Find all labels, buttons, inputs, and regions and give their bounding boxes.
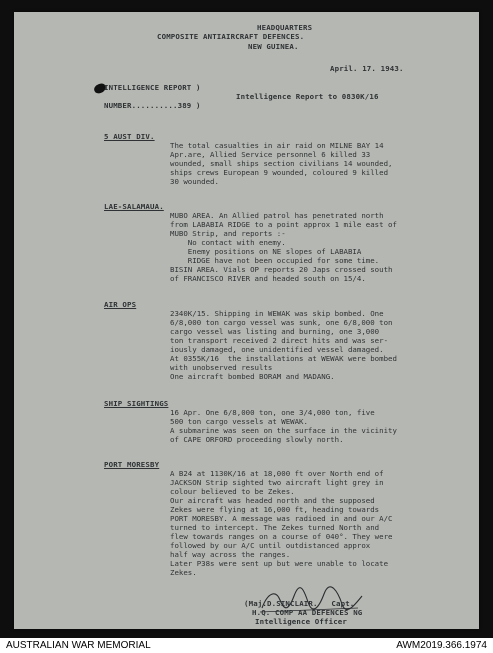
section-line: colour believed to be Zekes. [170,487,295,496]
section-line: with unobserved results [170,363,273,372]
section-line: Enemy positions on NE slopes of LABABIA [170,247,362,256]
signatory-role: Intelligence Officer [255,617,347,626]
section-line: Our aircraft was headed north and the supposed [170,496,375,505]
section-line: 30 wounded. [170,177,219,186]
section-line: Zekes. [170,568,197,577]
section-line: 16 Apr. One 6/8,000 ton, one 3/4,000 ton, five [170,408,375,417]
archive-source: AUSTRALIAN WAR MEMORIAL [6,640,151,651]
archive-footer [0,638,493,653]
section-line: MUBO AREA. An Allied patrol has penetrated north [170,211,384,220]
section-line: of CAPE ORFORD proceeding slowly north. [170,435,344,444]
signatory-name: (Maj.D.SINCLAIR. Capt. [244,599,355,608]
section-line: cargo vessel was listing and burning, one 3,000 [170,327,380,336]
section-line: JACKSON Strip sighted two aircraft light grey in [170,478,384,487]
section-line: 500 ton cargo vessels at WEWAK. [170,417,308,426]
section-line: One aircraft bombed BORAM and MADANG. [170,372,335,381]
section-line: turned to intercept. The Zekes turned North and [170,523,380,532]
section-heading: 5 AUST DIV. [104,132,155,141]
section-line: of FRANCISCO RIVER and headed south on 15/4. [170,274,366,283]
section-line: Zekes were flying at 16,000 ft, heading towards [170,505,380,514]
section-line: ton transport received 2 direct hits and was ser- [170,336,389,345]
section-heading: PORT MORESBY [104,460,160,469]
section-line: followed by our A/C until outdistanced approx [170,541,371,550]
section-line: A submarine was seen on the surface in the vicinity [170,426,397,435]
section-heading: SHIP SIGHTINGS [104,399,169,408]
archive-reference: AWM2019.366.1974 [396,640,487,651]
section-line: Apr.are, Allied Service personnel 6 killed 33 [170,150,371,159]
section-line: half way across the ranges. [170,550,291,559]
section-line: from LABABIA RIDGE to a point approx 1 mile east of [170,220,397,229]
section-line: RIDGE have not been occupied for some time. [170,256,380,265]
section-line: A B24 at 1130K/16 at 18,000 ft over North end of [170,469,384,478]
section-heading: LAE-SALAMAUA. [104,202,164,211]
document-page [14,12,479,629]
section-line: MUBO Strip, and reports :- [170,229,286,238]
section-line: The total casualties in air raid on MILNE BAY 14 [170,141,384,150]
section-heading: AIR OPS [104,300,137,309]
section-line: 6/8,000 ton cargo vessel was sunk, one 6/8,000 ton [170,318,393,327]
report-type-label: INTELLIGENCE REPORT ) [104,83,201,92]
section-line: 2340K/15. Shipping in WEWAK was skip bombed. One [170,309,384,318]
header-line-3: NEW GUINEA. [248,42,299,51]
header-line-2: COMPOSITE ANTIAIRCRAFT DEFENCES. [157,32,305,41]
section-line: At 0355K/16 the installations at WEWAK were bombed [170,354,397,363]
signatory-unit: H.Q. COMP AA DEFENCES NG [252,608,363,617]
section-line: PORT MORESBY. A message was radioed in and our A/C [170,514,393,523]
section-line: wounded, small ships section civilians 14 wounded, [170,159,393,168]
section-line: Later P38s were sent up but were unable to locate [170,559,389,568]
section-line: BISIN AREA. Vials OP reports 20 Japs crossed south [170,265,393,274]
report-title: Intelligence Report to 0830K/16 [236,92,379,101]
section-line: ships crews European 9 wounded, coloured 9 killed [170,168,389,177]
section-line: iously damaged, one unidentified vessel damaged. [170,345,384,354]
report-number-label: NUMBER..........389 ) [104,101,201,110]
section-line: No contact with enemy. [170,238,286,247]
header-line-1: HEADQUARTERS [257,23,313,32]
report-date: April. 17. 1943. [330,64,404,73]
section-line: flew towards ranges on a course of 040°. They were [170,532,393,541]
